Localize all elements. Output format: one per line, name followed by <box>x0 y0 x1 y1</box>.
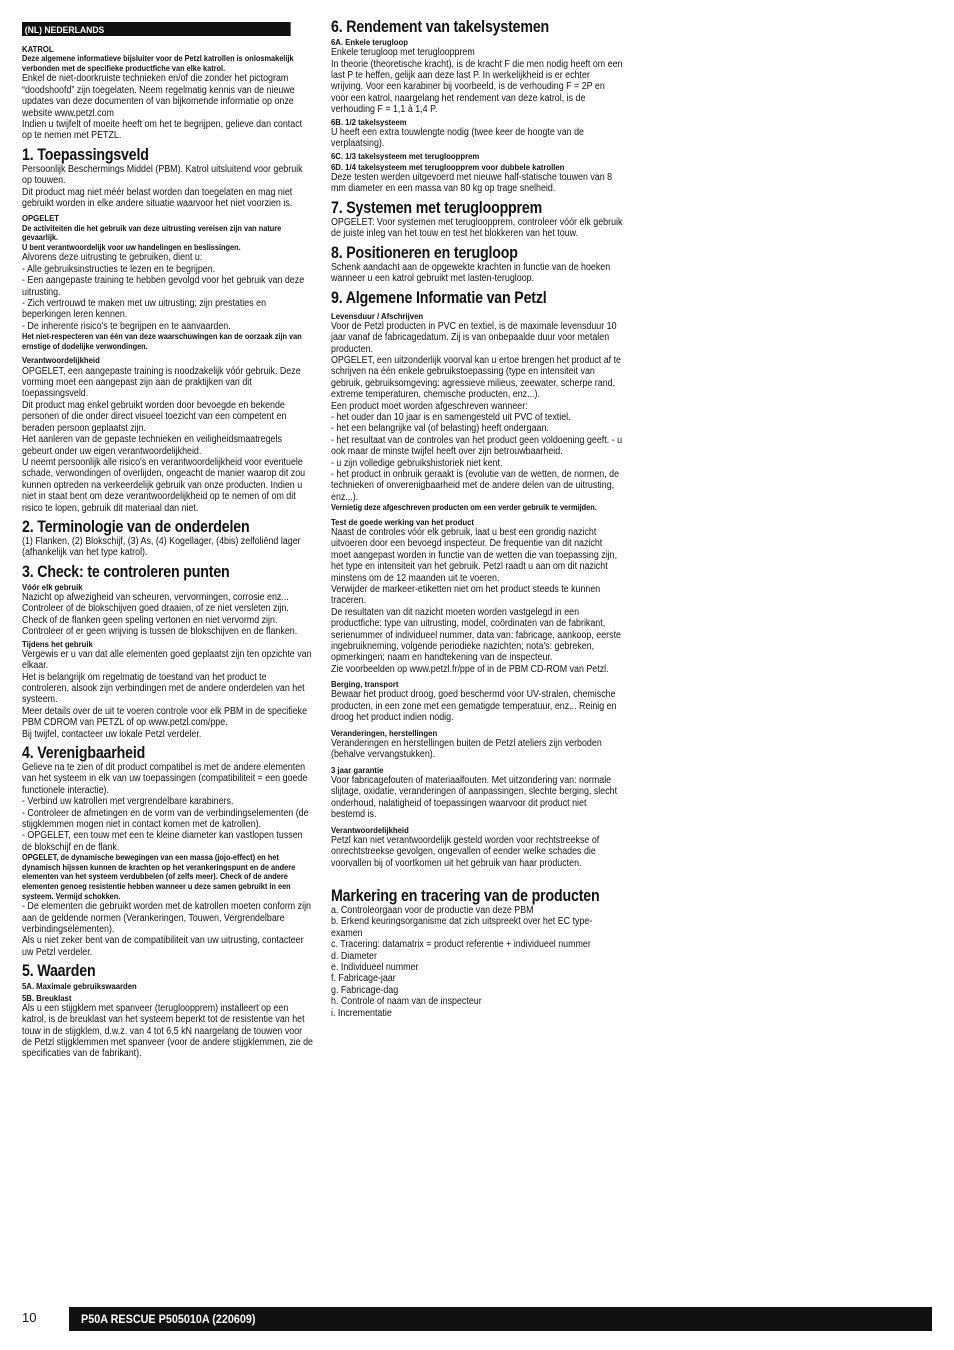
section-8-body: Schenk aandacht aan de opgewekte krachten in functie van de hoeken wanneer u een katrol gebruikt met lasten-terugloop. <box>331 261 611 285</box>
section-1-heading: 1. Toepassingsveld <box>22 145 149 164</box>
section-4-bold: OPGELET, de dynamische bewegingen van een massa (jojo-effect) en het dynamisch hijssen kunnen de krachten op het verankeringspunt en de andere elementen van het systeem verdubbelen (of zelfs meer). Check of de andere elementen genoeg resistentie hebben wanneer u deze samen gebruikt in een systeem. Vermijd schokken. <box>22 852 296 901</box>
section-9-heading: 9. Algemene Informatie van Petzl <box>331 288 547 307</box>
marking-item: a. Controleorgaan voor de productie van deze PBM <box>331 904 534 916</box>
section-3-during-label: Tijdens het gebruik <box>22 638 93 649</box>
intro-title: KATROL <box>22 44 54 54</box>
section-3-heading: 3. Check: te controleren punten <box>22 562 230 581</box>
section-3-before-body: Nazicht op afwezigheid van scheuren, vervormingen, corrosie enz... Controleer of de blokschijven goed draaien, of ze niet versleten zijn. Check of de flanken geen speling vertonen en niet vervormd zijn. Controleer of er geen wrijving is tussen de blokschijven en de flanken. <box>22 591 298 638</box>
page-number: 10 <box>22 1310 37 1325</box>
section-7-heading: 7. Systemen met terugloopprem <box>331 198 543 217</box>
section-9-storage-label: Berging, transport <box>331 679 399 690</box>
marking-item: i. Incrementatie <box>331 1007 392 1019</box>
language-badge: (NL) NEDERLANDS <box>22 22 291 36</box>
left-column <box>22 22 314 1060</box>
section-6c-label: 6C. 1/3 takelsysteem met terugloopprem <box>331 150 480 161</box>
marking-item: b. Erkend keuringsorganisme dat zich uitspreekt over het EC type-examen <box>331 916 593 939</box>
section-4-heading: 4. Verenigbaarheid <box>22 744 146 763</box>
section-5b-label: 5B. Breuklast <box>22 992 72 1003</box>
section-7-body: OPGELET: Voor systemen met terugloopprem, controleer vóór elk gebruik de juiste inleg van het touw en test het blokkeren van het touw. <box>331 216 623 240</box>
section-2-heading: 2. Terminologie van de onderdelen <box>22 517 250 536</box>
section-6b-label: 6B. 1/2 takelsysteem <box>331 116 407 127</box>
section-5-heading: 5. Waarden <box>22 962 96 981</box>
section-1-warning-bold-2: Het niet-respecteren van één van deze waarschuwingen kan de oorzaak zijn van ernstige of dodelijke verwondingen. <box>22 331 302 351</box>
document-reference: P50A RESCUE P505010A (220609) <box>81 1312 256 1326</box>
marking-item: f. Fabricage-jaar <box>331 973 396 985</box>
marking-item: h. Controle of naam van de inspecteur <box>331 996 482 1008</box>
section-2-body: (1) Flanken, (2) Blokschijf, (3) As, (4) Kogellager, (4bis) zelfoliënd lager (afhankelijk van het type katrol). <box>22 535 301 559</box>
section-1-warning-label: OPGELET <box>22 213 59 224</box>
right-column <box>331 18 623 1019</box>
section-9-liability-body: Petzl kan niet verantwoordelijk gesteld worden voor rechtstreekse of onrechtstreekse gevolgen, ongevallen of eender welke schades die voorvallen bij of voortkomen uit het gebruik van haar producten. <box>331 834 600 869</box>
marking-item: g. Fabricage-dag <box>331 984 399 996</box>
section-9-test-label: Test de goede werking van het product <box>331 516 474 527</box>
intro-bold: Deze algemene informatieve bijsluiter voor de Petzl katrollen is onlosmakelijk verbonden met de specifieke productfiche van elke katrol. <box>22 53 294 73</box>
section-4-body: Gelieve na te zien of dit product compatibel is met de andere elementen van het systeem in elk van uw toepassingen (compatibiliteit = een goede functionele interactie). - Verbind uw katrollen met vergrendelbare karabiners. - Controleer de afmetingen en de vorm van de verbindingselementen (de stijgklemmen mogen niet in contact komen met de katrollen). - OPGELET, een touw met een te kleine diameter kan vastlopen tussen de blokschijf en de flank. <box>22 762 309 853</box>
section-9-modifications-label: Veranderingen, herstellingen <box>331 727 438 738</box>
section-9-storage-body: Bewaar het product droog, goed beschermd voor UV-stralen, chemische producten, in een zone met een gematigde temperatuur, enz... Reinig en droog het product indien nodig. <box>331 689 617 724</box>
marking-item: d. Diameter <box>331 950 377 962</box>
section-1-responsibility-body: OPGELET, een aangepaste training is noodzakelijk vóór gebruik. Deze vorming moet een aangepast zijn aan de praktijken van dit toepassingsveld. Dit product mag enkel gebruikt worden door bevoegde en bekende personen of die onder direct visueel toezicht van een competent en beraden persoon geplaatst zijn. Het aanleren van de gepaste technieken en veiligheidsmaatregels gebeurt onder uw eigen verantwoordelijkheid. U neemt persoonlijk alle risico's en verantwoordelijkheid voor eventuele schade, verwondingen of overlijden, ongeacht de manier waarop dit zou kunnen optreden na verkeerdelijk gebruik van onze producten. Indien u niet in staat bent om deze verantwoordelijkheid op te nemen of om dit risico te lopen, gebruik dit materiaal dan niet. <box>22 365 306 514</box>
marking-item: c. Tracering: datamatrix = product referentie + individueel nummer <box>331 939 591 951</box>
section-1-responsibility-label: Verantwoordelijkheid <box>22 355 100 366</box>
section-6a-body: Enkele terugloop met terugloopprem In theorie (theoretische kracht), is de kracht F die men nodig heeft om een last P te heffen, gelijk aan deze last P. In werkelijkheid is er echter wrijving. Voor een karabiner bij voorbeeld, is de verhouding F = 2P en voor een katrol, naargelang het rendement van deze katrol, is de verhouding F = 1,1 à 1,4 P. <box>331 47 623 116</box>
section-6a-label: 6A. Enkele terugloop <box>331 37 408 47</box>
intro-body: Enkel de niet-doorkruiste technieken en/of die zonder het pictogram “doodshoofd” zijn toegelaten. Neem regelmatig kennis van de nieuwe updates van deze documenten of van bijkomende informatie op onze website www.petzl.com Indien u twijfelt of moeite heeft om het te begrijpen, gelieve dan contact op te nemen met PETZL. <box>22 73 303 142</box>
section-6d-body: Deze testen werden uitgevoerd met nieuwe half-statische touwen van 8 mm diameter en een massa van 80 kg op trage snelheid. <box>331 172 613 195</box>
section-5-body: Als u een stijgklem met spanveer (terugloopprem) installeert op een katrol, is de breuklast van het systeem beperkt tot de resistentie van het touw in de stijgklem, d.w.z. van 4 tot 6,5 kN naargelang de touwen voor de Petzl stijgklemmen met spanveer (voor de andere stijgklemmen, zie de specificaties van de fabrikant). <box>22 1002 313 1060</box>
section-9-life-bold: Vernietig deze afgeschreven producten om een verder gebruik te vermijden. <box>331 502 597 513</box>
section-3-before-label: Vóór elk gebruik <box>22 581 83 592</box>
section-1-warning-body: Alvorens deze uitrusting te gebruiken, dient u: - Alle gebruiksinstructies te lezen en te begrijpen. - Een aangepaste training te hebben gevolgd voor het gebruik van deze uitrusting. - Zich vertrouwd te maken met uw uitrusting; zijn prestaties en beperkingen leren kennen. - De inherente risico's te begrijpen en te aanvaarden. <box>22 252 305 332</box>
section-9-test-body: Naast de controles vóór elk gebruik, laat u best een grondig nazicht uitvoeren door een bevoegd inspecteur. De frequentie van dit nazicht moet aangepast worden in functie van de wetten die van toepassing zijn, het type en intensiteit van het gebruik. Petzl raadt u aan om dit nazicht minstens om de 12 maanden uit te voeren. Verwijder de markeer-etiketten niet om het product steeds te kunnen traceren. De resultaten van dit nazicht moeten worden vastgelegd in een productfiche: type van uitrusting, model, coördinaten van de fabrikant, serienummer of individueel nummer, data van: fabricage, aankoop, eerste ingebruikneming, volgende periodieke nazichten; nota's: gebreken, opmerkingen; naam en handtekening van de inspecteur. Zie voorbeelden op www.petzl.fr/ppe of in de PBM CD-ROM van Petzl. <box>331 527 621 675</box>
section-4-body-2: - De elementen die gebruikt worden met de katrollen moeten conform zijn aan de geldende normen (Verankeringen, Touwen, Vergrendelbare verbindingselementen). Als u niet zeker bent van de compatibiliteit van uw uitrusting, contacteer uw Petzl verdeler. <box>22 901 311 958</box>
section-6b-body: U heeft een extra touwlengte nodig (twee keer de hoogte van de verplaatsing). <box>331 126 584 150</box>
section-9-warranty-body: Voor fabricagefouten of materiaalfouten. Met uitzondering van: normale slijtage, oxidatie, veranderingen of aanpassingen, slechte berging, slecht onderhoud, nalatigheid of toepassingen waarvoor dit product niet bestemd is. <box>331 774 618 821</box>
section-9-liability-label: Verantwoordelijkheid <box>331 824 409 835</box>
section-1-body: Persoonlijk Beschermings Middel (PBM). Katrol uitsluitend voor gebruik op touwen. Dit product mag niet méér belast worden dan toegelaten en mag niet gebruikt worden in elke andere situatie waarvoor het niet voorzien is. <box>22 163 303 210</box>
footer-bar <box>69 1307 932 1331</box>
section-1-warning-bold: De activiteiten die het gebruik van deze uitrusting vereisen zijn van nature gevaarlijk. U bent verantwoordelijk voor uw handelingen en beslissingen. <box>22 222 282 252</box>
section-3-during-body: Vergewis er u van dat alle elementen goed geplaatst zijn ten opzichte van elkaar. Het is belangrijk om regelmatig de toestand van het product te controleren, alsook zijn verbindingen met de andere onderdelen van het systeem. Meer details over de uit te voeren controle voor elk PBM in de specifieke PBM CDROM van PETZL of op www.petzl.com/ppe. Bij twijfel, contacteer uw lokale Petzl verdeler. <box>22 648 312 740</box>
section-8-heading: 8. Positioneren en terugloop <box>331 243 518 262</box>
page-footer <box>22 1307 932 1331</box>
section-6-heading: 6. Rendement van takelsystemen <box>331 18 550 36</box>
marking-heading: Markering en tracering van de producten <box>331 886 600 905</box>
section-5a-label: 5A. Maximale gebruikswaarden <box>22 981 137 992</box>
section-9-modifications-body: Veranderingen en herstellingen buiten de Petzl ateliers zijn verboden (behalve vervangstukken). <box>331 737 602 761</box>
section-9-life-label: Levensduur / Afschrijven <box>331 310 424 321</box>
section-6d-label: 6D. 1/4 takelsysteem met terugloopprem voor dubbele katrollen <box>331 161 565 172</box>
section-9-warranty-label: 3 jaar garantie <box>331 764 384 775</box>
section-9-life-body: Voor de Petzl producten in PVC en textiel, is de maximale levensduur 10 jaar vanaf de fabricagedatum. Zij is van onbepaalde duur voor metalen producten. OPGELET, een uitzonderlijk voorval kan u ertoe brengen het product af te schrijven na één enkele gebruikstoepassing (type en intensiteit van gebruik, gebruiksomgeving: agressieve milieus, zeewater, scherpe rand, extreme temperaturen, chemische producten, enz...). Een product moet worden afgeschreven wanneer: - het ouder dan 10 jaar is en samengesteld uit PVC of textiel. - het een belangrijke val (of belasting) heeft ondergaan. - het resultaat van de controles van het product geen voldoening geeft. - u ook maar de minste twijfel heeft over zijn betrouwbaarheid. - u zijn volledige gebruikshistoriek niet kent. - het product in onbruik geraakt is (evolutie van de wetten, de normen, de technieken of onverenigbaarheid met de andere delen van de uitrusting, enz...). <box>331 320 623 503</box>
marking-item: e. Individueel nummer <box>331 962 419 973</box>
